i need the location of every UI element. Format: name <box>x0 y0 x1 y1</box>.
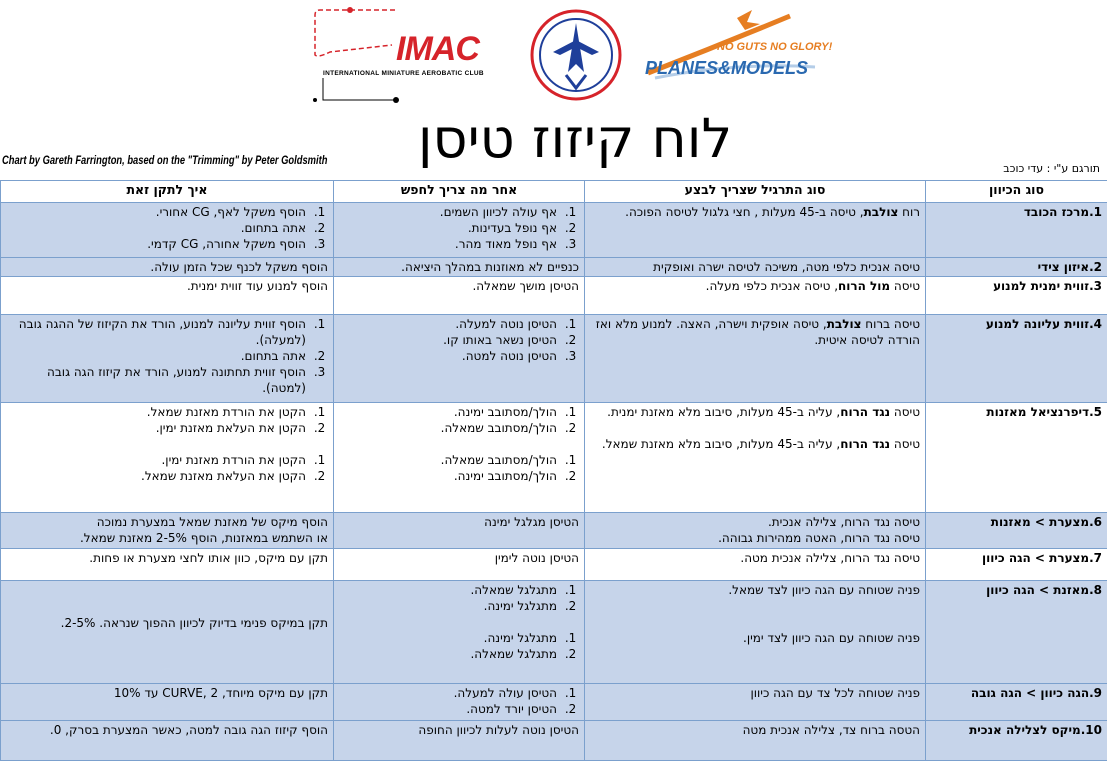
table-row <box>1 549 1107 581</box>
list-item: 2. הטיסן נשאר באותו קו. <box>339 332 561 348</box>
list-item: 1. הוסף משקל לאף, CG אחורי. <box>6 204 310 220</box>
look-for-cell: הטיסן מגלגל ימינה <box>334 513 585 549</box>
planes-models-logo-text: PLANES&MODELS <box>645 58 808 79</box>
list-item: 2. אף נופל בעדינות. <box>339 220 561 236</box>
exercise-cell: פניה שטוחה עם הגה כיוון לצד שמאל. פניה שטוחה עם הגה כיוון לצד ימין. <box>585 581 926 684</box>
list-item: 1. הקטן את הורדת מאזנת שמאל. <box>6 404 310 420</box>
fix-cell: הוסף למנוע עוד זווית ימנית. <box>1 277 334 315</box>
list-item: 3. אף נופל מאוד מהר. <box>339 236 561 252</box>
look-for-cell <box>334 315 585 403</box>
fix-cell <box>1 315 334 403</box>
exercise-cell: טיסה מול הרוח, טיסה אנכית כלפי מעלה. <box>585 277 926 315</box>
direction-cell: 4.זווית עליונה למנוע <box>926 315 1107 403</box>
column-header: סוג התרגיל שצריך לבצע <box>585 181 926 203</box>
list-item: 1. הולך/מסתובב שמאלה. <box>339 452 561 468</box>
fix-cell <box>1 403 334 513</box>
table-row <box>1 315 1107 403</box>
exercise-cell: רוח צולבת, טיסה ב-45 מעלות , חצי גלגול לטיסה הפוכה. <box>585 203 926 258</box>
table-row <box>1 277 1107 315</box>
direction-cell: 7.מצערת > הגה כיוון <box>926 549 1107 581</box>
list-item: 2. אתה בתחום. <box>6 348 310 364</box>
table-row <box>1 403 1107 513</box>
imac-logo-text: IMAC <box>396 30 479 69</box>
list-item: 1. מתגלגל ימינה. <box>339 630 561 646</box>
look-for-cell <box>334 403 585 513</box>
exercise-cell: פניה שטוחה לכל צד עם הגה כיוון <box>585 684 926 721</box>
imac-subtitle: INTERNATIONAL MINIATURE AEROBATIC CLUB <box>323 70 484 77</box>
look-for-cell: כנפיים לא מאוזנות במהלך היציאה. <box>334 258 585 277</box>
look-for-cell <box>334 684 585 721</box>
column-header: אחר מה צריך לחפש <box>334 181 585 203</box>
table-row <box>1 581 1107 684</box>
fix-cell: הוסף קיזוז הגה גובה למטה, כאשר המצערת בסרק, 0. <box>1 721 334 761</box>
list-item: 2. מתגלגל שמאלה. <box>339 646 561 662</box>
list-item: 1. הקטן את הורדת מאזנת ימין. <box>6 452 310 468</box>
direction-cell: 2.איזון צידי <box>926 258 1107 277</box>
page-title: לוח קיזוז טיסן <box>380 108 770 170</box>
list-item: 2. הקטן את העלאת מאזנת ימין. <box>6 420 310 436</box>
list-item: 3. הוסף משקל אחורה, CG קדמי. <box>6 236 310 252</box>
exercise-cell: הטסה ברוח צד, צלילה אנכית מטה <box>585 721 926 761</box>
fix-cell: הוסף מיקס של מאזנת שמאל במצערת נמוכה או השתמש במאזנות, הוסף 5%-2 מאזנת שמאל. <box>1 513 334 549</box>
list-item: 3. הטיסן נוטה למטה. <box>339 348 561 364</box>
fix-cell: תקן עם מיקס, כוון אותו לחצי מצערת או פחות. <box>1 549 334 581</box>
list-item: 3. הוסף זווית תחתונה למנוע, הורד את קיזוז הגה גובה (למטה). <box>6 364 310 396</box>
direction-cell: 10.מיקס לצלילה אנכית <box>926 721 1107 761</box>
list-item: 1. אף עולה לכיוון השמים. <box>339 204 561 220</box>
look-for-cell <box>334 581 585 684</box>
table-row <box>1 721 1107 761</box>
look-for-cell: הטיסן נוטה לעלות לכיוון החופה <box>334 721 585 761</box>
exercise-cell: טיסה ברוח צולבת, טיסה אופקית וישרה, האצה. למנוע מלא ואז הורדה לטיסה איטית. <box>585 315 926 403</box>
direction-cell: 9.הגה כיוון > הגה גובה <box>926 684 1107 721</box>
direction-cell: 8.מאזנת > הגה כיוון <box>926 581 1107 684</box>
list-item: 2. הולך/מסתובב שמאלה. <box>339 420 561 436</box>
list-item: 1. מתגלגל שמאלה. <box>339 582 561 598</box>
table-header-row <box>1 181 1107 203</box>
logo-strip <box>0 0 1107 115</box>
table-row <box>1 513 1107 549</box>
credit-line: Chart by Gareth Farrington, based on the "Trimming" by Peter Goldsmith <box>2 153 327 167</box>
list-item: 2. הולך/מסתובב ימינה. <box>339 468 561 484</box>
imac-logo-graphic <box>0 0 1107 115</box>
exercise-cell: טיסה אנכית כלפי מטה, משיכה לטיסה ישרה ואופקית <box>585 258 926 277</box>
table-row <box>1 203 1107 258</box>
direction-cell: 3.זווית ימנית למנוע <box>926 277 1107 315</box>
list-item: 2. מתגלגל ימינה. <box>339 598 561 614</box>
look-for-cell: הטיסן מושך שמאלה. <box>334 277 585 315</box>
table-row <box>1 258 1107 277</box>
fix-cell: תקן במיקס פנימי בדיוק לכיוון ההפוך שנראה. 5%-2. <box>1 581 334 684</box>
direction-cell: 5.דיפרנציאל מאזנות <box>926 403 1107 513</box>
fix-cell <box>1 203 334 258</box>
exercise-cell: טיסה נגד הרוח, עליה ב-45 מעלות, סיבוב מלא מאזנת ימנית. טיסה נגד הרוח, עליה ב-45 מעלות, סיבוב מלא מאזנת שמאל. <box>585 403 926 513</box>
column-header: סוג הכיוון <box>926 181 1107 203</box>
translator-credit: תורגם ע"י : עדי כוכב <box>1003 162 1100 175</box>
fix-cell: הוסף משקל לכנף שכל הזמן עולה. <box>1 258 334 277</box>
fix-cell: תקן עם מיקס מיוחד, CURVE, 2 עד 10% <box>1 684 334 721</box>
trim-chart-table <box>0 180 1107 761</box>
list-item: 2. הקטן את העלאת מאזנת שמאל. <box>6 468 310 484</box>
list-item: 1. הולך/מסתובב ימינה. <box>339 404 561 420</box>
look-for-cell <box>334 203 585 258</box>
look-for-cell: הטיסן נוטה לימין <box>334 549 585 581</box>
exercise-cell: טיסה נגד הרוח, צלילה אנכית. טיסה נגד הרוח, האטה ממהירות גבוהה. <box>585 513 926 549</box>
list-item: 1. הטיסן עולה למעלה. <box>339 685 561 701</box>
direction-cell: 1.מרכז הכובד <box>926 203 1107 258</box>
direction-cell: 6.מצערת > מאזנות <box>926 513 1107 549</box>
exercise-cell: טיסה נגד הרוח, צלילה אנכית מטה. <box>585 549 926 581</box>
planes-models-tagline: NO GUTS NO GLORY! <box>717 41 832 53</box>
table-row <box>1 684 1107 721</box>
list-item: 1. הטיסן נוטה למעלה. <box>339 316 561 332</box>
list-item: 1. הוסף זווית עליונה למנוע, הורד את הקיזוז של ההגה גובה (למעלה). <box>6 316 310 348</box>
list-item: 2. אתה בתחום. <box>6 220 310 236</box>
column-header: איך לתקן זאת <box>1 181 334 203</box>
list-item: 2. הטיסן יורד למטה. <box>339 701 561 717</box>
